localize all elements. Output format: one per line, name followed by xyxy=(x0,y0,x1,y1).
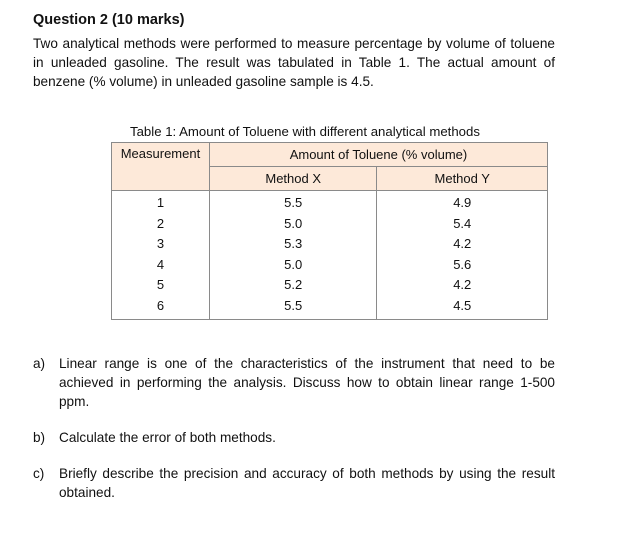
sub-question-a xyxy=(33,354,555,411)
cell-method-x: 5.5 xyxy=(209,296,377,320)
cell-measurement: 3 xyxy=(112,234,210,255)
cell-measurement: 1 xyxy=(112,191,210,214)
cell-method-x: 5.0 xyxy=(209,255,377,276)
toluene-table xyxy=(111,142,548,320)
question-intro: Two analytical methods were performed to measure percentage by volume of toluene in unleaded gasoline. The result was tabulated in Table 1. The actual amount of benzene (% volume) in unleaded gasoline sample is 4.5. xyxy=(33,36,555,89)
cell-method-y: 4.2 xyxy=(377,275,548,296)
cell-measurement: 4 xyxy=(112,255,210,276)
header-method-x: Method X xyxy=(209,167,377,191)
cell-method-y: 5.6 xyxy=(377,255,548,276)
table-row xyxy=(112,234,548,255)
cell-method-y: 4.2 xyxy=(377,234,548,255)
sub-question-label: c) xyxy=(33,466,45,481)
sub-question-c xyxy=(33,464,555,502)
cell-method-x: 5.3 xyxy=(209,234,377,255)
table-row xyxy=(112,255,548,276)
cell-measurement: 5 xyxy=(112,275,210,296)
table-row xyxy=(112,214,548,235)
table-row xyxy=(112,296,548,320)
sub-question-text: Briefly describe the precision and accuracy of both methods by using the result obtained. xyxy=(59,466,555,500)
cell-method-x: 5.2 xyxy=(209,275,377,296)
sub-question-label: b) xyxy=(33,430,46,445)
cell-method-y: 4.5 xyxy=(377,296,548,320)
question-heading: Question 2 (10 marks) xyxy=(33,12,185,28)
cell-method-x: 5.5 xyxy=(209,191,377,214)
table-caption: Table 1: Amount of Toluene with different analytical methods xyxy=(130,124,480,139)
cell-method-y: 4.9 xyxy=(377,191,548,214)
cell-method-x: 5.0 xyxy=(209,214,377,235)
sub-questions xyxy=(33,354,555,502)
header-measurement: Measurement xyxy=(112,143,210,191)
sub-question-b xyxy=(33,428,555,447)
header-method-y: Method Y xyxy=(377,167,548,191)
header-amount: Amount of Toluene (% volume) xyxy=(209,143,547,167)
table-row xyxy=(112,191,548,214)
table-row xyxy=(112,275,548,296)
cell-measurement: 2 xyxy=(112,214,210,235)
sub-question-label: a) xyxy=(33,356,46,371)
sub-question-text: Calculate the error of both methods. xyxy=(59,430,276,445)
sub-question-text: Linear range is one of the characteristics of the instrument that need to be achieved in performing the analysis. Discuss how to obtain linear range 1-500 ppm. xyxy=(59,356,555,409)
cell-measurement: 6 xyxy=(112,296,210,320)
cell-method-y: 5.4 xyxy=(377,214,548,235)
